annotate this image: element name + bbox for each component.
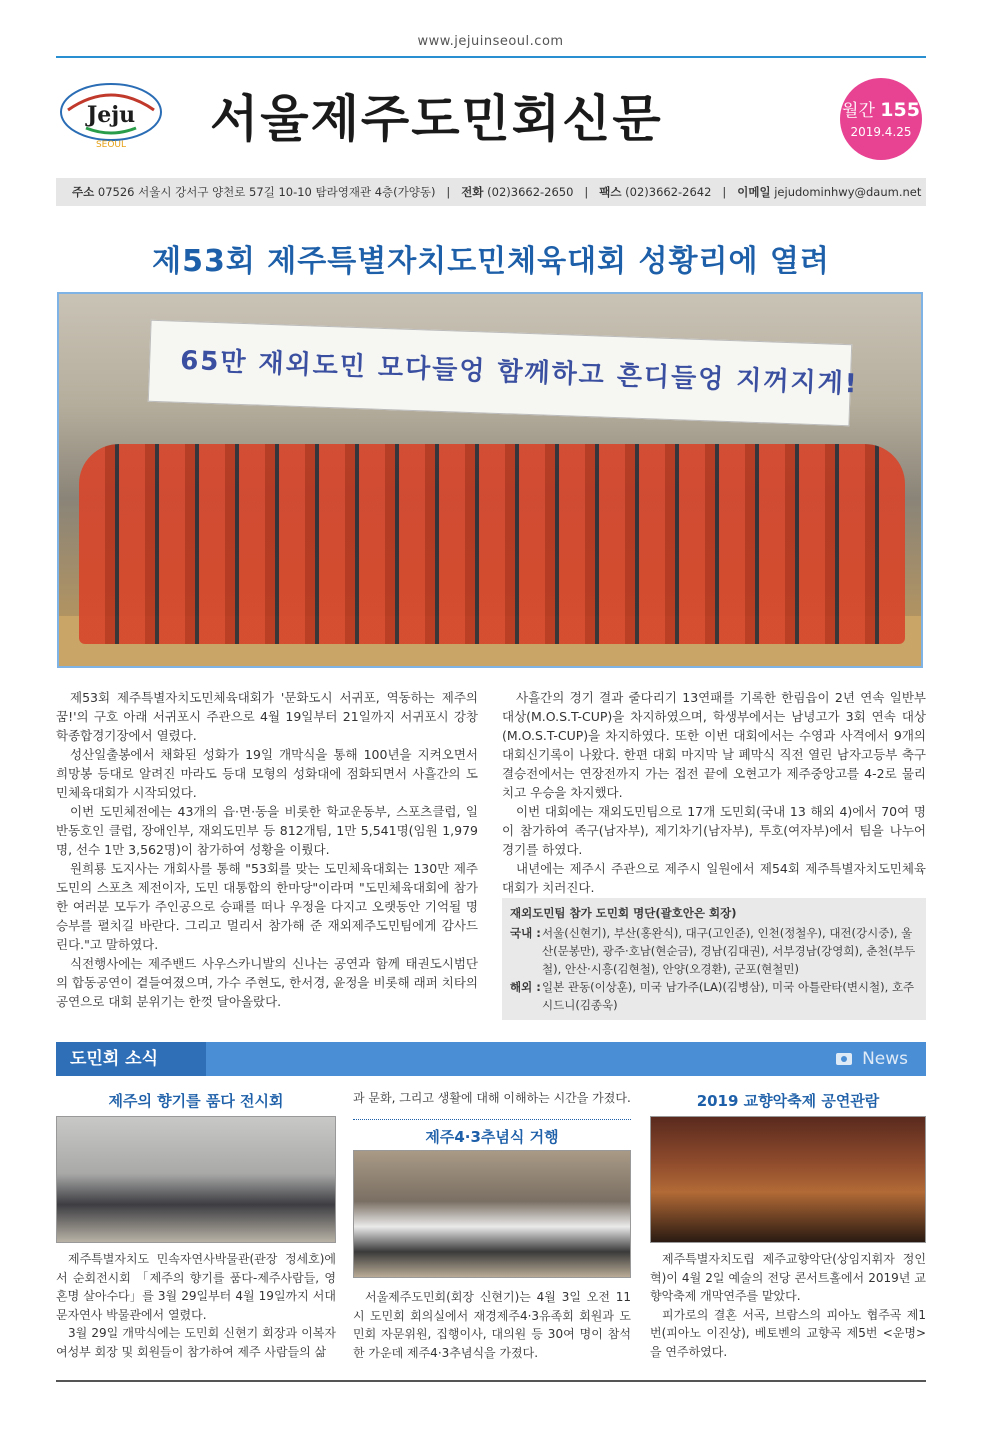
phone-value: (02)3662-2650: [487, 185, 574, 199]
article1-body: [56, 1250, 336, 1361]
contact-bar: 주소 07526 서울시 강서구 양천로 57길 10-10 탐라영재관 4층(가양동) | 전화 (02)3662-2650 | 팩스 (02)3662-2642 | 이메일 jejudominhwy@daum.net: [56, 178, 926, 206]
paragraph: 제53회 제주특별자치도민체육대회가 '문화도시 서귀포, 역동하는 제주의 꿈!'의 구호 아래 서귀포시 주관으로 4월 19일부터 21일까지 서귀포시 강창학종합경기장에서 열렸다.: [56, 690, 478, 743]
jeju-seoul-logo: [56, 80, 166, 150]
article3-body: [650, 1250, 926, 1361]
phone-label: 전화: [461, 185, 484, 199]
paragraph: 3월 29일 개막식에는 도민회 신현기 회장과 이복자 여성부 회장 및 회원들이 참가하여 제주 사람들의 삶: [56, 1326, 336, 1359]
article-left-column: [56, 688, 478, 1011]
article-right-column: [502, 688, 926, 897]
logo-sub: SEOUL: [95, 140, 127, 150]
photo-banner: [148, 320, 860, 426]
issue-number: 155: [880, 99, 920, 121]
news-section-bar: [56, 1042, 926, 1076]
bottom-rule: [56, 1380, 926, 1382]
domestic-list: 서울(신현기), 부산(홍완식), 대구(고인준), 인천(정철우), 대전(강시중), 울산(문봉만), 광주·호남(현순금), 경남(김대권), 서부경남(강영희), 춘천(부두철), 안산·시흥(김현철), 안양(오경환), 군포(현철민): [542, 926, 916, 976]
address-value: 07526 서울시 강서구 양천로 57길 10-10 탐라영재관 4층(가양동): [97, 185, 436, 199]
camera-icon: [836, 1053, 852, 1065]
paragraph: 사흘간의 경기 결과 줄다리기 13연패를 기록한 한림읍이 2년 연속 일반부 대상(M.O.S.T-CUP)을 차지하였으며, 학생부에서는 남녕고가 3회 연속 대상(M.O.S.T-CUP)을 차지하였다. 또한 이번 대회에서는 수영과 사격에서 9개의 대회신기록이 나왔다. 한편 대회 마지막 날 폐막식 직전 열린 남자고등부 축구 결승전에서는 연장전까지 가는 접전 끝에 오현고가 제주중앙고를 4-2로 물리치고 우승을 차지했다.: [502, 690, 926, 800]
photo-banner-text: 65만 재외도민 모다들엉 함께하고 흔디들엉 지꺼지게!: [179, 345, 860, 400]
group-photo: [57, 292, 923, 668]
paragraph: 성산일출봉에서 채화된 성화가 19일 개막식을 통해 100년을 지켜오면서 희망봉 등대로 알려진 마라도 등대 모형의 성화대에 점화되면서 사흘간의 도민체육대회가 시작되었다.: [56, 747, 478, 800]
news-label: News: [862, 1049, 908, 1069]
paragraph: 피가로의 결혼 서곡, 브람스의 피아노 협주곡 제1번(피아노 이진상), 베토벤의 교향곡 제5번 <운명>을 연주하였다.: [650, 1307, 926, 1359]
roster-box: [502, 898, 926, 1020]
orchestra-photo: [650, 1116, 926, 1243]
roster-title: 재외도민팀 참가 도민회 명단(괄호안은 회장): [510, 906, 737, 920]
article2-body: [353, 1288, 631, 1362]
overseas-list: 일본 관동(이상훈), 미국 남가주(LA)(김병삼), 미국 아틀란타(변시철), 호주 시드니(김종욱): [542, 980, 915, 1012]
email-label: 이메일: [737, 185, 771, 199]
paragraph: 이번 대회에는 재외도민팀으로 17개 도민회(국내 13 해외 4)에서 70여 명이 참가하여 족구(남자부), 제기차기(남자부), 투호(여자부)에서 팀을 나누어 경기를 하였다.: [502, 804, 926, 857]
paragraph: 원희룡 도지사는 개회사를 통해 "53회를 맞는 도민체육대회는 130만 제주도민의 스포츠 제전이자, 도민 대통합의 한마당"이라며 "도민체육대회에 참가한 여러분 모두가 주인공으로 승패를 떠나 우정을 다지고 오랫동안 기억될 명승부를 펼치길 바란다. 그리고 멀리서 참가해 준 재외제주도민팀에게 감사드린다."고 말하였다.: [56, 861, 478, 952]
article1-title: 제주의 향기를 품다 전시회: [108, 1092, 284, 1110]
memorial-ceremony-photo: [353, 1150, 631, 1278]
top-rule: [56, 56, 926, 58]
paragraph: 제주특별자치도립 제주교향악단(상임지휘자 정인혁)이 4월 2일 예술의 전당 콘서트홀에서 2019년 교향악축제 개막연주를 맡았다.: [650, 1252, 926, 1303]
article3-title: 2019 교향악축제 공연관람: [696, 1092, 880, 1110]
paragraph: 이번 도민체전에는 43개의 읍·면·동을 비롯한 학교운동부, 스포츠클럽, 일반동호인 클럽, 장애인부, 재외도민부 등 812개팀, 1만 5,541명(임원 1,979명, 선수 1만 3,562명)이 참가하여 성황을 이뤘다.: [56, 804, 478, 857]
issue-badge: [840, 78, 922, 160]
issue-label: 월간: [842, 101, 875, 121]
site-url[interactable]: www.jejuinseoul.com: [417, 34, 564, 49]
paragraph: 서울제주도민회(회장 신현기)는 4월 3일 오전 11시 도민회 회의실에서 재경제주4·3유족회 회원과 도민회 자문위원, 집행이사, 대의원 등 30여 명이 참석한 가운데 제주4·3추념식을 가졌다.: [353, 1290, 631, 1360]
exhibition-photo: [56, 1116, 336, 1243]
issue-date: 2019.4.25: [850, 125, 912, 139]
dotted-divider: [353, 1119, 631, 1120]
fax-value: (02)3662-2642: [625, 185, 712, 199]
paragraph: 내년에는 제주시 주관으로 제주시 일원에서 제54회 제주특별자치도민체육대회가 치러진다.: [502, 861, 926, 895]
email-value[interactable]: jejudominhwy@daum.net: [774, 185, 922, 199]
newspaper-title: 서울제주도민회신문: [210, 89, 663, 148]
overseas-label: 해외 :: [510, 980, 541, 994]
domestic-label: 국내 :: [510, 926, 541, 940]
article2-title: 제주4·3추념식 거행: [425, 1128, 559, 1146]
article1-continued: 과 문화, 그리고 생활에 대해 이해하는 시간을 가졌다.: [353, 1091, 631, 1105]
paragraph: 제주특별자치도 민속자연사박물관(관장 정세호)에서 순회전시회 「제주의 향기를 품다-제주사람들, 영혼명 살아수다」를 3월 29일부터 4월 19일까지 서대문자연사 박물관에서 열렸다.: [56, 1252, 336, 1322]
crowd-of-participants: [79, 444, 905, 644]
fax-label: 팩스: [599, 185, 622, 199]
address-label: 주소: [72, 185, 95, 199]
main-headline: 제53회 제주특별자치도민체육대회 성황리에 열려: [152, 244, 830, 279]
paragraph: 식전행사에는 제주밴드 사우스카니발의 신나는 공연과 함께 태권도시범단의 합동공연이 곁들여졌으며, 가수 주현도, 한서경, 윤정을 비롯해 래퍼 치타의 공연으로 대회 분위기는 한껏 달아올랐다.: [56, 956, 479, 1009]
logo-text: Jeju: [86, 102, 136, 128]
news-section-title: 도민회 소식: [56, 1042, 206, 1076]
